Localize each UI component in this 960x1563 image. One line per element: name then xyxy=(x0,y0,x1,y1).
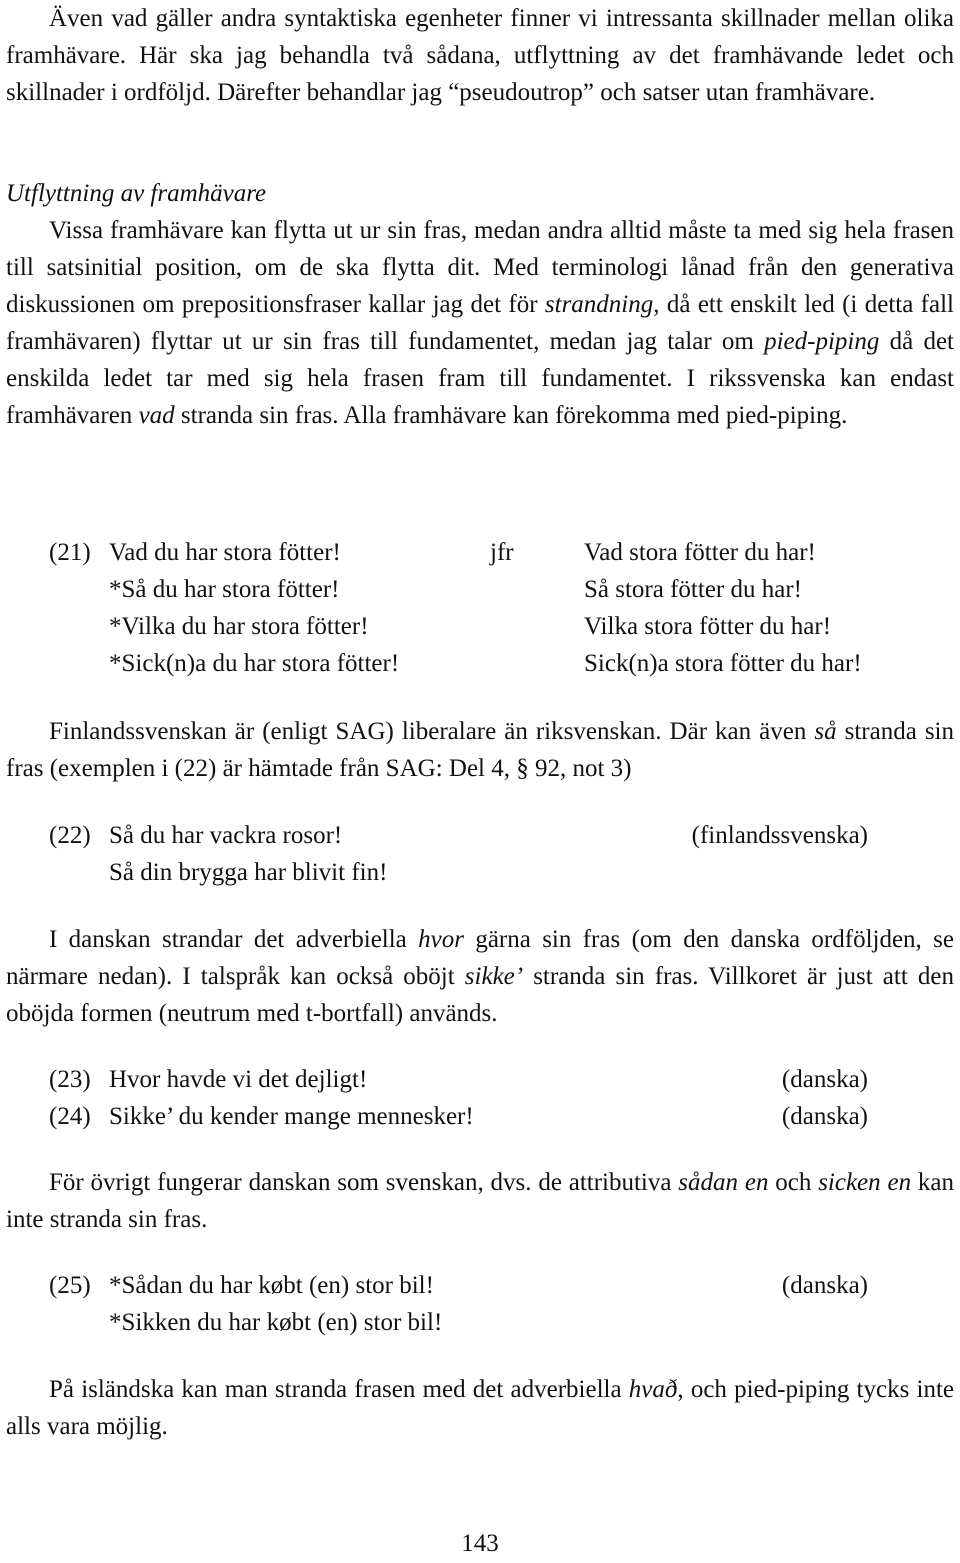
example-number: (23) xyxy=(49,1066,91,1093)
example-number: (25) xyxy=(49,1272,91,1299)
paragraph-strandning xyxy=(6,212,954,434)
example-sentence: Vilka stora fötter du har! xyxy=(584,613,832,640)
example-sentence: *Sick(n)a du har stora fötter! xyxy=(109,650,400,677)
intro-text: Även vad gäller andra syntaktiska egenheter finner vi intressanta skillnader mellan olika framhävare. Här ska jag behandla två sådana, utflyttning av det framhävande ledet och skillnader i ordföljd. Därefter behandlar jag “pseudoutrop” och satser utan framhävare. xyxy=(6,5,954,106)
paragraph-finlandssvenska xyxy=(6,713,954,787)
examples-23-24 xyxy=(6,1061,954,1135)
section-heading xyxy=(6,175,954,212)
example-language: (danska) xyxy=(781,1272,868,1299)
example-sentence: Så du har vackra rosor! xyxy=(109,822,343,849)
example-sentence: *Sikken du har købt (en) stor bil! xyxy=(109,1309,443,1336)
example-number: (21) xyxy=(49,539,91,566)
example-number: (22) xyxy=(49,822,91,849)
example-language: (danska) xyxy=(781,1066,868,1093)
example-sentence: Sikke’ du kender mange mennesker! xyxy=(109,1103,474,1130)
example-sentence: Vad stora fötter du har! xyxy=(584,539,816,566)
example-language: (finlandssvenska) xyxy=(691,822,868,849)
heading-text: Utflyttning av framhävare xyxy=(6,180,267,207)
example-sentence: Så din brygga har blivit fin! xyxy=(109,859,388,886)
paragraph-islandska xyxy=(6,1371,954,1445)
example-sentence: Så stora fötter du har! xyxy=(584,576,802,603)
example-sentence: *Så du har stora fötter! xyxy=(109,576,340,603)
page-number: 143 xyxy=(461,1530,499,1557)
paragraph-attributiva-text: För övrigt fungerar danskan som svenskan, dvs. de attributiva sådan en och sicken en kan inte stranda sin fras. xyxy=(6,1169,954,1233)
paragraph-finlandssvenska-text: Finlandssvenskan är (enligt SAG) liberalare än riksvenskan. Där kan även så stranda sin fras (exemplen i (22) är hämtade från SAG: Del 4, § 92, not 3) xyxy=(6,718,954,782)
intro-paragraph xyxy=(6,0,954,111)
paragraph-danska xyxy=(6,921,954,1032)
paragraph-strandning-text: Vissa framhävare kan flytta ut ur sin fras, medan andra alltid måste ta med sig hela frasen till satsinitial position, om de ska flytta dit. Med terminologi lånad från den generativa diskussionen om prepositionsfraser kallar jag det för strandning, då ett enskilt led (i detta fall framhävaren) flyttar ut ur sin fras till fundamentet, medan jag talar om pied-piping då det enskilda ledet tar med sig hela frasen fram till fundamentet. I rikssvenska kan endast framhävaren vad stranda sin fras. Alla framhävare kan förekomma med pied-piping. xyxy=(6,217,955,429)
example-21 xyxy=(6,534,954,682)
example-language: (danska) xyxy=(781,1103,868,1130)
example-sentence: Sick(n)a stora fötter du har! xyxy=(584,650,862,677)
example-sentence: Vad du har stora fötter! xyxy=(109,539,341,566)
paragraph-islandska-text: På isländska kan man stranda frasen med det adverbiella hvað, och pied-piping tycks inte alls vara möjlig. xyxy=(6,1376,954,1440)
example-sentence: Hvor havde vi det dejligt! xyxy=(109,1066,368,1093)
example-jfr: jfr xyxy=(490,539,514,566)
example-25 xyxy=(6,1267,954,1341)
example-number: (24) xyxy=(49,1103,91,1130)
example-sentence: *Sådan du har købt (en) stor bil! xyxy=(109,1272,434,1299)
example-22 xyxy=(6,817,954,891)
paragraph-danska-text: I danskan strandar det adverbiella hvor gärna sin fras (om den danska ordföljden, se närmare nedan). I talspråk kan också oböjt sikke’ stranda sin fras. Villkoret är just att den oböjda formen (neutrum med t-bortfall) används. xyxy=(6,926,954,1027)
example-sentence: *Vilka du har stora fötter! xyxy=(109,613,369,640)
paragraph-attributiva xyxy=(6,1164,954,1238)
